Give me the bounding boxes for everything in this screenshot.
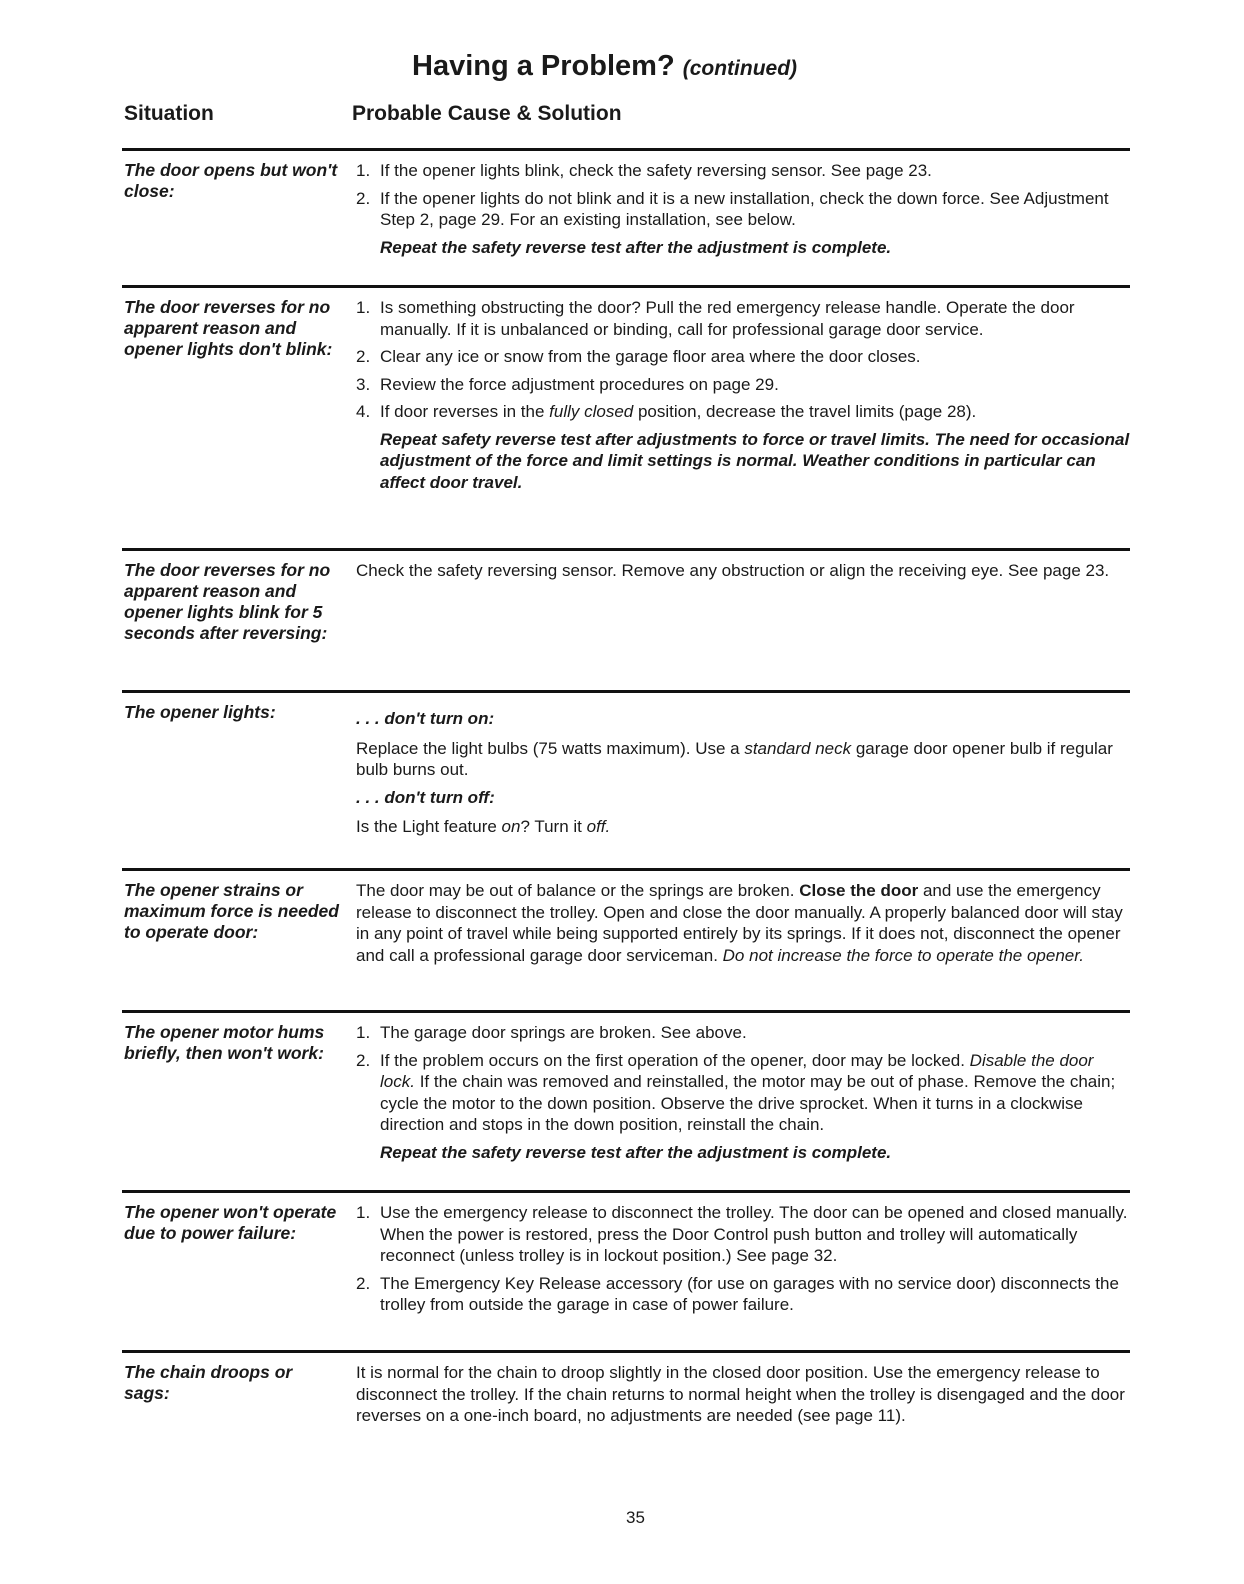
text-run: The door may be out of balance or the springs are broken. [356, 881, 800, 900]
list-item [356, 1022, 1131, 1044]
text-run: and use the emergency release to disconnect the trolley. Open and close the door manually. A properly balanced door will stay in any point of travel while being supported entirely by its springs. If it does not, disconnect the opener and call a professional garage door serviceman. [356, 881, 1123, 965]
text-run: Do not increase the force to operate the opener. [722, 945, 1084, 965]
text-run: Check the safety reversing sensor. Remove any obstruction or align the receiving eye. See page 23. [356, 561, 1110, 580]
situation-text: The opener won't operate due to power failure: [124, 1202, 337, 1243]
text-run: If door reverses in the [380, 402, 550, 421]
text-run: If the chain was removed and reinstalled, the motor may be out of phase. Remove the chain; cycle the motor to the down position. Observe the drive sprocket. When it turns in a clockwise direction and stops in the down position, reinstall the chain. [380, 1072, 1116, 1134]
text-run: standard neck [744, 738, 852, 758]
text-run: ? Turn it [520, 817, 587, 836]
list-item [356, 297, 1131, 340]
text-run: garage door opener bulb if regular bulb burns out. [356, 738, 1113, 779]
text-run: Use the emergency release to disconnect the trolley. The door can be opened and closed manually. When the power is restored, press the Door Control push button and trolley will automatically reconnect (unless trolley is in lockout position.) See page 32. [380, 1203, 1128, 1265]
text-run: The garage door springs are broken. See above. [380, 1023, 747, 1042]
text-run: If the problem occurs on the first operation of the opener, door may be locked. [380, 1050, 970, 1070]
note [356, 237, 1131, 259]
row-divider [122, 1350, 1130, 1353]
situation-text: The opener strains or maximum force is needed to operate door: [124, 880, 339, 942]
solution-text [356, 560, 1131, 588]
subheading [356, 708, 1131, 730]
row-divider [122, 285, 1130, 288]
solution-text [356, 702, 1131, 844]
solution-text [356, 297, 1131, 499]
title-text: Having a Problem? [412, 50, 675, 82]
list-item [356, 160, 1131, 182]
row-divider [122, 690, 1130, 693]
item-number: 2. [356, 347, 371, 366]
text-run: It is normal for the chain to droop slightly in the closed door position. Use the emergency release to disconnect the trolley. If the chain returns to normal height when the trolley is disengaged and the door reverses on a one-inch board, no adjustments are needed (see page 11). [356, 1363, 1125, 1425]
situation-header: Situation [124, 102, 214, 125]
list-item [356, 1202, 1131, 1267]
situation-text: The opener motor hums briefly, then won't work: [124, 1022, 325, 1063]
text-run: Repeat the safety reverse test after the adjustment is complete. [380, 1142, 892, 1162]
text-run: . . . don't turn off: [356, 787, 495, 807]
paragraph [356, 816, 1131, 838]
text-run: Repeat safety reverse test after adjustments to force or travel limits. The need for occasional adjustment of the force and limit settings is normal. Weather conditions in particular can affect door travel. [380, 429, 1130, 492]
paragraph [356, 880, 1131, 966]
item-number: 3. [356, 374, 371, 394]
item-number: 2. [356, 1273, 371, 1293]
text-run: Is the Light feature [356, 817, 502, 836]
note [356, 429, 1131, 494]
list-item [356, 1050, 1131, 1136]
item-number: 2. [356, 1050, 371, 1070]
text-run: Review the force adjustment procedures on page 29. [380, 374, 779, 394]
solution-header: Probable Cause & Solution [352, 102, 622, 125]
text-run: Is something obstructing the door? Pull the red emergency release handle. Operate the door manually. If it is unbalanced or binding, call for professional garage door service. [380, 298, 1075, 339]
item-number: 1. [356, 1203, 371, 1222]
list-item [356, 374, 1131, 396]
situation-text: The door opens but won't close: [124, 160, 338, 201]
solution-text [356, 1202, 1131, 1322]
row-divider [122, 1190, 1130, 1193]
list-item [356, 401, 1131, 423]
situation-text: The opener lights: [124, 702, 276, 722]
row-divider [122, 548, 1130, 551]
list-item [356, 188, 1131, 231]
situation-text: The door reverses for no apparent reason and opener lights blink for 5 seconds after reversing: [124, 560, 331, 643]
text-run: on [501, 817, 521, 836]
solution-text [356, 1362, 1131, 1433]
text-run: Replace the light bulbs (75 watts maximum). Use a [356, 738, 745, 758]
text-run: The Emergency Key Release accessory (for use on garages with no service door) disconnects the trolley from outside the garage in case of power failure. [380, 1273, 1119, 1314]
item-number: 1. [356, 298, 371, 317]
list-item [356, 346, 1131, 368]
solution-text [356, 160, 1131, 264]
item-number: 4. [356, 402, 371, 421]
text-run: position, decrease the travel limits (page 28). [633, 402, 977, 421]
text-run: Disable the door lock. [380, 1050, 1094, 1091]
list-item [356, 1273, 1131, 1316]
subheading [356, 787, 1131, 809]
situation-text: The door reverses for no apparent reason and opener lights don't blink: [124, 297, 333, 359]
item-number: 1. [356, 1023, 371, 1042]
text-run: . . . don't turn on: [356, 709, 495, 728]
paragraph [356, 738, 1131, 781]
paragraph [356, 1362, 1131, 1427]
text-run: Repeat the safety reverse test after the adjustment is complete. [380, 237, 892, 257]
item-number: 2. [356, 188, 371, 208]
row-divider [122, 1010, 1130, 1013]
paragraph [356, 560, 1131, 582]
page-number: 35 [626, 1508, 645, 1527]
text-run: Clear any ice or snow from the garage floor area where the door closes. [380, 347, 921, 366]
title-suffix: (continued) [682, 57, 798, 80]
solution-text [356, 880, 1131, 972]
text-run: fully closed [549, 402, 634, 421]
text-run: If the opener lights do not blink and it is a new installation, check the down force. See Adjustment Step 2, page 29. For an existing installation, see below. [380, 188, 1109, 229]
note [356, 1142, 1131, 1164]
text-run: off. [586, 817, 611, 836]
item-number: 1. [356, 161, 371, 180]
text-run: If the opener lights blink, check the safety reversing sensor. See page 23. [380, 161, 932, 180]
solution-text [356, 1022, 1131, 1169]
text-run: Close the door [799, 881, 919, 900]
page-title [412, 50, 797, 83]
situation-text: The chain droops or sags: [124, 1362, 293, 1403]
row-divider [122, 868, 1130, 871]
row-divider [122, 148, 1130, 151]
